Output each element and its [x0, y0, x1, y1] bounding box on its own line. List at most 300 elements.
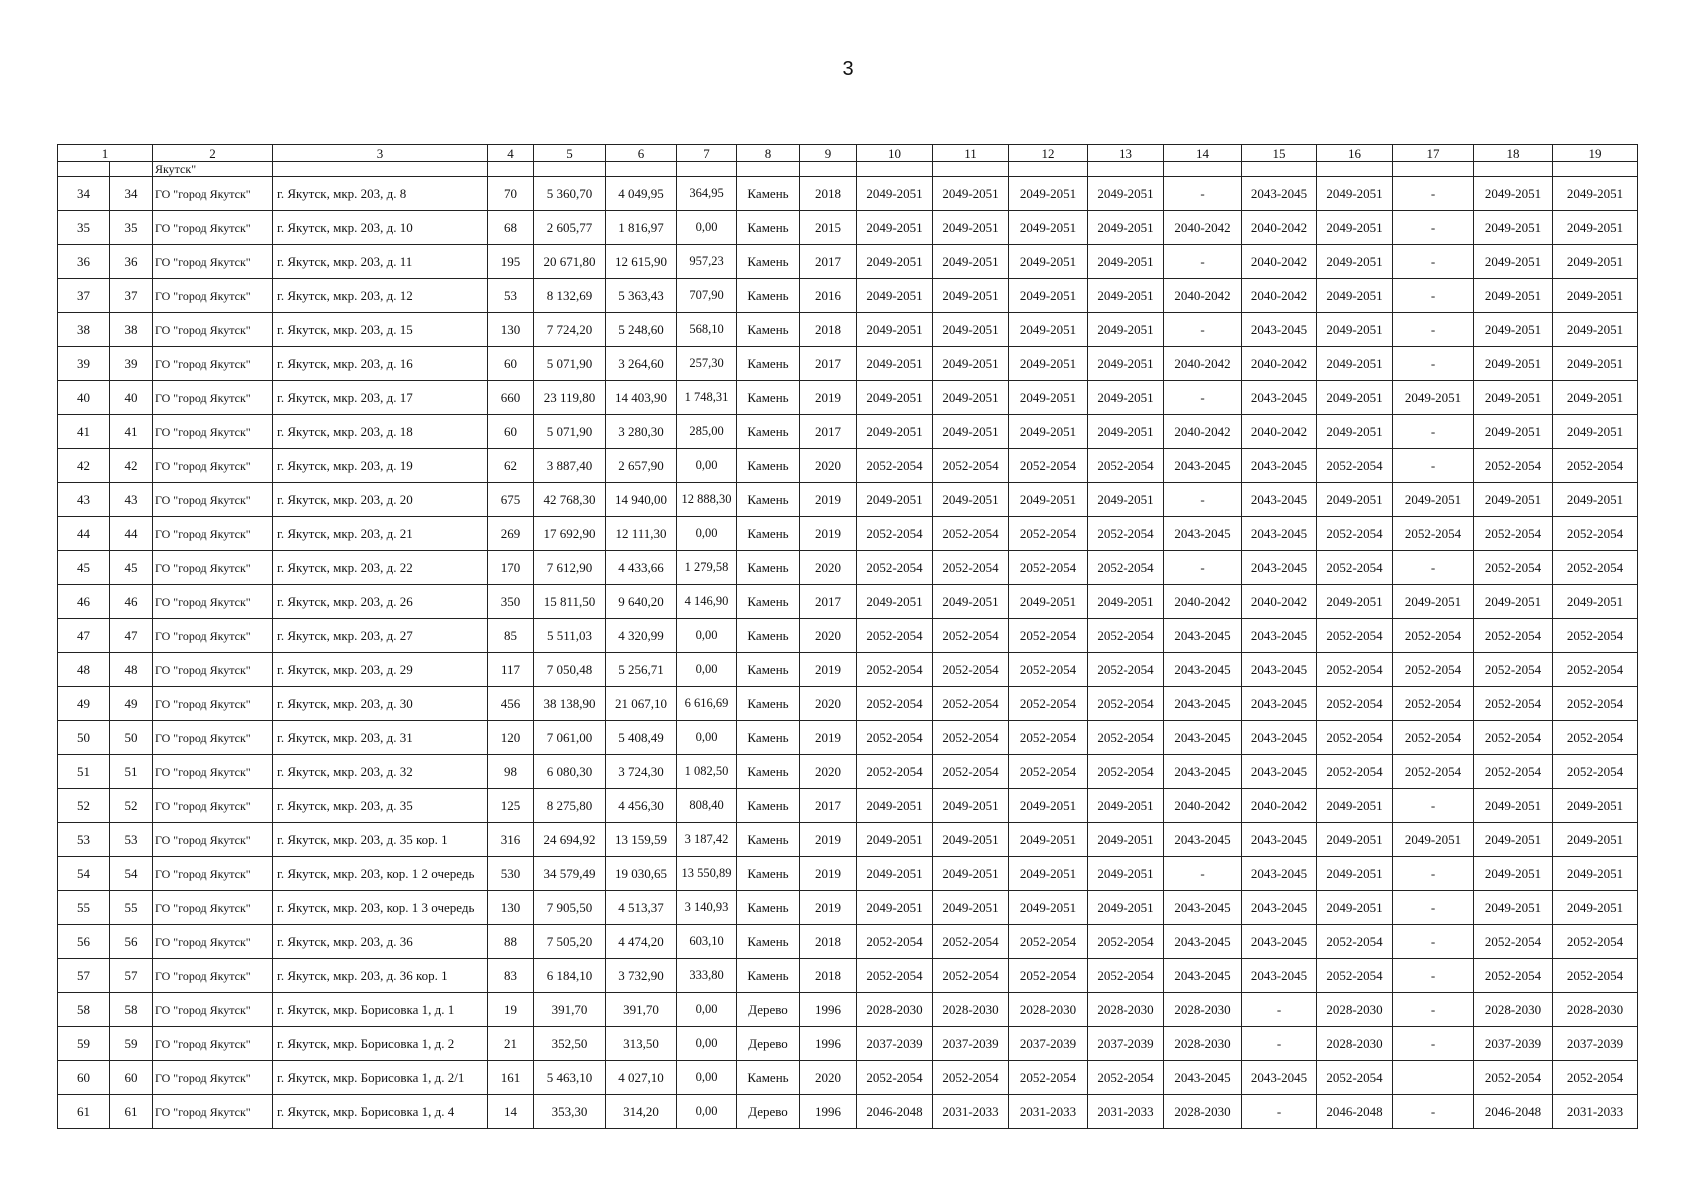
- period-cell: 2031-2033: [1088, 1095, 1164, 1129]
- table-row: [58, 279, 1638, 313]
- residents-cell: 530: [488, 857, 534, 891]
- period-cell: 2043-2045: [1164, 687, 1242, 721]
- residents-cell: 117: [488, 653, 534, 687]
- period-cell: 2049-2051: [933, 211, 1009, 245]
- period-cell: -: [1393, 993, 1474, 1027]
- period-cell: 2052-2054: [857, 653, 933, 687]
- period-cell: 2028-2030: [1088, 993, 1164, 1027]
- period-cell: -: [1164, 551, 1242, 585]
- period-cell: 2028-2030: [933, 993, 1009, 1027]
- period-cell: 2049-2051: [1088, 585, 1164, 619]
- period-cell: 2052-2054: [1088, 619, 1164, 653]
- period-cell: 2052-2054: [1009, 721, 1088, 755]
- wall-material-cell: Дерево: [737, 1095, 800, 1129]
- register-number-cell: 57: [110, 959, 153, 993]
- period-cell: -: [1393, 551, 1474, 585]
- period-cell: 2049-2051: [1317, 823, 1393, 857]
- period-cell: 2052-2054: [1553, 619, 1638, 653]
- total-area-cell: 15 811,50: [534, 585, 606, 619]
- year-cell: 2017: [800, 245, 857, 279]
- period-cell: -: [1242, 1095, 1317, 1129]
- living-area-cell: 3 264,60: [606, 347, 677, 381]
- period-cell: 2049-2051: [1553, 211, 1638, 245]
- year-cell: 2019: [800, 891, 857, 925]
- period-cell: 2049-2051: [857, 857, 933, 891]
- period-cell: -: [1164, 483, 1242, 517]
- period-cell: 2049-2051: [1009, 211, 1088, 245]
- period-cell: 2028-2030: [1317, 1027, 1393, 1061]
- column-header: 3: [273, 145, 488, 162]
- row-number-cell: 56: [58, 925, 110, 959]
- wall-material-cell: Камень: [737, 347, 800, 381]
- address-cell: г. Якутск, мкр. 203, д. 19: [273, 449, 488, 483]
- table-row: [58, 857, 1638, 891]
- period-cell: 2052-2054: [933, 517, 1009, 551]
- period-cell: 2049-2051: [1474, 857, 1553, 891]
- living-area-cell: 313,50: [606, 1027, 677, 1061]
- period-cell: 2052-2054: [1088, 755, 1164, 789]
- municipality-cell: ГО "город Якутск": [153, 653, 273, 687]
- period-cell: 2052-2054: [1474, 619, 1553, 653]
- nonresidential-area-cell: 0,00: [677, 993, 737, 1027]
- row-number-cell: 43: [58, 483, 110, 517]
- nonresidential-area-cell: 364,95: [677, 177, 737, 211]
- period-cell: 2049-2051: [1553, 891, 1638, 925]
- address-cell: г. Якутск, мкр. 203, д. 12: [273, 279, 488, 313]
- period-cell: -: [1164, 313, 1242, 347]
- residents-cell: 161: [488, 1061, 534, 1095]
- address-cell: г. Якутск, мкр. 203, д. 15: [273, 313, 488, 347]
- total-area-cell: 7 724,20: [534, 313, 606, 347]
- period-cell: 2040-2042: [1164, 211, 1242, 245]
- period-cell: 2049-2051: [1317, 789, 1393, 823]
- total-area-cell: 34 579,49: [534, 857, 606, 891]
- address-cell: г. Якутск, мкр. 203, д. 10: [273, 211, 488, 245]
- period-cell: 2049-2051: [1474, 483, 1553, 517]
- period-cell: 2052-2054: [1317, 1061, 1393, 1095]
- residents-cell: 130: [488, 891, 534, 925]
- residents-cell: 68: [488, 211, 534, 245]
- period-cell: 2052-2054: [1553, 551, 1638, 585]
- nonresidential-area-cell: 0,00: [677, 619, 737, 653]
- period-cell: 2049-2051: [1474, 347, 1553, 381]
- municipality-cell: ГО "город Якутск": [153, 1095, 273, 1129]
- total-area-cell: 6 080,30: [534, 755, 606, 789]
- nonresidential-area-cell: 568,10: [677, 313, 737, 347]
- column-header: 1: [58, 145, 153, 162]
- municipality-cell: ГО "город Якутск": [153, 1027, 273, 1061]
- period-cell: -: [1393, 925, 1474, 959]
- total-area-cell: 7 905,50: [534, 891, 606, 925]
- living-area-cell: 4 320,99: [606, 619, 677, 653]
- municipality-cell: ГО "город Якутск": [153, 347, 273, 381]
- period-cell: 2049-2051: [1088, 313, 1164, 347]
- register-number-cell: 44: [110, 517, 153, 551]
- period-cell: 2049-2051: [933, 313, 1009, 347]
- period-cell: 2052-2054: [1317, 551, 1393, 585]
- period-cell: 2052-2054: [1474, 925, 1553, 959]
- period-cell: 2052-2054: [1317, 449, 1393, 483]
- period-cell: 2043-2045: [1242, 721, 1317, 755]
- row-number-cell: 40: [58, 381, 110, 415]
- total-area-cell: 391,70: [534, 993, 606, 1027]
- period-cell: 2043-2045: [1164, 721, 1242, 755]
- row-number-cell: 41: [58, 415, 110, 449]
- municipality-cell: ГО "город Якутск": [153, 517, 273, 551]
- period-cell: 2052-2054: [1009, 517, 1088, 551]
- wall-material-cell: Камень: [737, 245, 800, 279]
- total-area-cell: 353,30: [534, 1095, 606, 1129]
- period-cell: 2052-2054: [857, 925, 933, 959]
- period-cell: 2046-2048: [857, 1095, 933, 1129]
- table-row: [58, 619, 1638, 653]
- period-cell: 2049-2051: [1317, 279, 1393, 313]
- period-cell: 2052-2054: [933, 925, 1009, 959]
- period-cell: 2049-2051: [1317, 211, 1393, 245]
- period-cell: 2043-2045: [1242, 891, 1317, 925]
- municipality-cell: ГО "город Якутск": [153, 279, 273, 313]
- municipality-cell: ГО "город Якутск": [153, 1061, 273, 1095]
- period-cell: 2043-2045: [1242, 755, 1317, 789]
- nonresidential-area-cell: 1 748,31: [677, 381, 737, 415]
- period-cell: 2052-2054: [1474, 517, 1553, 551]
- wall-material-cell: Камень: [737, 449, 800, 483]
- period-cell: 2052-2054: [857, 551, 933, 585]
- nonresidential-area-cell: 0,00: [677, 653, 737, 687]
- municipality-cell: ГО "город Якутск": [153, 959, 273, 993]
- period-cell: 2049-2051: [1317, 381, 1393, 415]
- period-cell: 2052-2054: [1009, 925, 1088, 959]
- period-cell: 2049-2051: [857, 415, 933, 449]
- period-cell: 2052-2054: [1553, 687, 1638, 721]
- table-row: [58, 381, 1638, 415]
- residents-cell: 660: [488, 381, 534, 415]
- nonresidential-area-cell: 707,90: [677, 279, 737, 313]
- period-cell: 2052-2054: [1474, 449, 1553, 483]
- row-number-cell: 37: [58, 279, 110, 313]
- year-cell: 2019: [800, 381, 857, 415]
- period-cell: 2037-2039: [857, 1027, 933, 1061]
- period-cell: 2040-2042: [1242, 211, 1317, 245]
- table-row: [58, 585, 1638, 619]
- living-area-cell: 4 027,10: [606, 1061, 677, 1095]
- period-cell: 2049-2051: [857, 347, 933, 381]
- period-cell: 2052-2054: [933, 755, 1009, 789]
- period-cell: -: [1393, 449, 1474, 483]
- period-cell: 2043-2045: [1164, 925, 1242, 959]
- period-cell: 2052-2054: [1553, 925, 1638, 959]
- period-cell: -: [1393, 177, 1474, 211]
- year-cell: 2018: [800, 925, 857, 959]
- year-cell: 1996: [800, 1095, 857, 1129]
- table-row: [58, 245, 1638, 279]
- living-area-cell: 4 513,37: [606, 891, 677, 925]
- period-cell: 2049-2051: [1088, 823, 1164, 857]
- period-cell: 2052-2054: [1393, 687, 1474, 721]
- row-number-cell: 45: [58, 551, 110, 585]
- nonresidential-area-cell: 257,30: [677, 347, 737, 381]
- period-cell: 2052-2054: [857, 619, 933, 653]
- column-header: 19: [1553, 145, 1638, 162]
- period-cell: -: [1393, 891, 1474, 925]
- period-cell: 2031-2033: [933, 1095, 1009, 1129]
- period-cell: 2049-2051: [1317, 313, 1393, 347]
- total-area-cell: 6 184,10: [534, 959, 606, 993]
- row-number-cell: 47: [58, 619, 110, 653]
- period-cell: -: [1393, 415, 1474, 449]
- year-cell: 2019: [800, 653, 857, 687]
- period-cell: 2049-2051: [933, 279, 1009, 313]
- residents-cell: 195: [488, 245, 534, 279]
- period-cell: 2049-2051: [1474, 891, 1553, 925]
- living-area-cell: 4 049,95: [606, 177, 677, 211]
- municipality-cell: ГО "город Якутск": [153, 993, 273, 1027]
- period-cell: 2052-2054: [857, 721, 933, 755]
- wall-material-cell: Камень: [737, 585, 800, 619]
- table-row: [58, 1027, 1638, 1061]
- period-cell: 2049-2051: [933, 381, 1009, 415]
- wall-material-cell: Камень: [737, 823, 800, 857]
- period-cell: 2049-2051: [1088, 211, 1164, 245]
- wall-material-cell: Камень: [737, 313, 800, 347]
- period-cell: 2052-2054: [1553, 721, 1638, 755]
- residents-cell: 85: [488, 619, 534, 653]
- period-cell: -: [1164, 381, 1242, 415]
- wall-material-cell: Камень: [737, 755, 800, 789]
- period-cell: 2049-2051: [933, 891, 1009, 925]
- row-number-cell: 42: [58, 449, 110, 483]
- address-cell: г. Якутск, мкр. Борисовка 1, д. 4: [273, 1095, 488, 1129]
- period-cell: 2037-2039: [1009, 1027, 1088, 1061]
- year-cell: 2019: [800, 517, 857, 551]
- municipality-cell: ГО "город Якутск": [153, 245, 273, 279]
- address-cell: г. Якутск, мкр. 203, д. 31: [273, 721, 488, 755]
- residents-cell: 83: [488, 959, 534, 993]
- period-cell: -: [1393, 245, 1474, 279]
- period-cell: 2049-2051: [1553, 347, 1638, 381]
- period-cell: 2049-2051: [1009, 585, 1088, 619]
- period-cell: 2049-2051: [1009, 483, 1088, 517]
- year-cell: 2017: [800, 347, 857, 381]
- period-cell: 2046-2048: [1317, 1095, 1393, 1129]
- wall-material-cell: Камень: [737, 1061, 800, 1095]
- period-cell: 2049-2051: [857, 279, 933, 313]
- period-cell: 2049-2051: [933, 415, 1009, 449]
- table-row: [58, 347, 1638, 381]
- table-row: [58, 959, 1638, 993]
- municipality-cell: ГО "город Якутск": [153, 789, 273, 823]
- living-area-cell: 3 280,30: [606, 415, 677, 449]
- period-cell: 2052-2054: [933, 619, 1009, 653]
- nonresidential-area-cell: 12 888,30: [677, 483, 737, 517]
- period-cell: -: [1393, 1027, 1474, 1061]
- address-cell: г. Якутск, мкр. 203, д. 17: [273, 381, 488, 415]
- period-cell: 2049-2051: [1474, 585, 1553, 619]
- period-cell: 2043-2045: [1164, 823, 1242, 857]
- period-cell: 2052-2054: [1553, 449, 1638, 483]
- address-cell: г. Якутск, мкр. 203, д. 36: [273, 925, 488, 959]
- period-cell: 2043-2045: [1242, 619, 1317, 653]
- period-cell: 2028-2030: [857, 993, 933, 1027]
- living-area-cell: 3 724,30: [606, 755, 677, 789]
- residents-cell: 19: [488, 993, 534, 1027]
- period-cell: 2052-2054: [1009, 619, 1088, 653]
- residents-cell: 675: [488, 483, 534, 517]
- register-number-cell: 35: [110, 211, 153, 245]
- period-cell: 2049-2051: [1553, 789, 1638, 823]
- wall-material-cell: Камень: [737, 517, 800, 551]
- period-cell: 2049-2051: [1088, 415, 1164, 449]
- living-area-cell: 2 657,90: [606, 449, 677, 483]
- period-cell: 2052-2054: [933, 449, 1009, 483]
- total-area-cell: 2 605,77: [534, 211, 606, 245]
- period-cell: 2049-2051: [1474, 177, 1553, 211]
- total-area-cell: 3 887,40: [534, 449, 606, 483]
- period-cell: 2043-2045: [1242, 177, 1317, 211]
- living-area-cell: 14 940,00: [606, 483, 677, 517]
- period-cell: 2052-2054: [1088, 551, 1164, 585]
- row-number-cell: 44: [58, 517, 110, 551]
- address-cell: г. Якутск, мкр. 203, д. 32: [273, 755, 488, 789]
- period-cell: -: [1393, 211, 1474, 245]
- address-cell: г. Якутск, мкр. Борисовка 1, д. 2/1: [273, 1061, 488, 1095]
- municipality-cell: ГО "город Якутск": [153, 687, 273, 721]
- column-header: 12: [1009, 145, 1088, 162]
- period-cell: 2052-2054: [1553, 517, 1638, 551]
- period-cell: 2043-2045: [1242, 857, 1317, 891]
- address-cell: г. Якутск, мкр. 203, д. 20: [273, 483, 488, 517]
- period-cell: 2049-2051: [1009, 823, 1088, 857]
- municipality-cell: ГО "город Якутск": [153, 585, 273, 619]
- table-row: [58, 211, 1638, 245]
- residents-cell: 269: [488, 517, 534, 551]
- period-cell: 2052-2054: [1317, 653, 1393, 687]
- period-cell: 2043-2045: [1242, 517, 1317, 551]
- period-cell: 2052-2054: [1317, 959, 1393, 993]
- period-cell: 2043-2045: [1242, 1061, 1317, 1095]
- table-row: [58, 993, 1638, 1027]
- period-cell: 2049-2051: [1009, 279, 1088, 313]
- residents-cell: 125: [488, 789, 534, 823]
- period-cell: 2043-2045: [1242, 313, 1317, 347]
- register-number-cell: 38: [110, 313, 153, 347]
- period-cell: 2052-2054: [1474, 687, 1553, 721]
- municipality-cell: ГО "город Якутск": [153, 449, 273, 483]
- column-header: 13: [1088, 145, 1164, 162]
- period-cell: 2037-2039: [1088, 1027, 1164, 1061]
- row-number-cell: 59: [58, 1027, 110, 1061]
- period-cell: -: [1393, 313, 1474, 347]
- period-cell: 2052-2054: [1088, 925, 1164, 959]
- nonresidential-area-cell: 285,00: [677, 415, 737, 449]
- total-area-cell: 7 050,48: [534, 653, 606, 687]
- period-cell: 2052-2054: [857, 517, 933, 551]
- period-cell: 2043-2045: [1242, 653, 1317, 687]
- column-header: 16: [1317, 145, 1393, 162]
- wall-material-cell: Камень: [737, 959, 800, 993]
- municipality-cell: ГО "город Якутск": [153, 177, 273, 211]
- period-cell: 2040-2042: [1164, 279, 1242, 313]
- living-area-cell: 12 111,30: [606, 517, 677, 551]
- year-cell: 2019: [800, 823, 857, 857]
- table-row: [58, 1095, 1638, 1129]
- period-cell: 2049-2051: [857, 789, 933, 823]
- period-cell: -: [1393, 789, 1474, 823]
- year-cell: 2020: [800, 619, 857, 653]
- nonresidential-area-cell: 957,23: [677, 245, 737, 279]
- period-cell: 2049-2051: [933, 585, 1009, 619]
- wall-material-cell: Камень: [737, 211, 800, 245]
- period-cell: 2049-2051: [1393, 381, 1474, 415]
- period-cell: 2049-2051: [857, 211, 933, 245]
- period-cell: 2052-2054: [1553, 755, 1638, 789]
- period-cell: 2028-2030: [1009, 993, 1088, 1027]
- period-cell: 2043-2045: [1164, 1061, 1242, 1095]
- wall-material-cell: Камень: [737, 619, 800, 653]
- year-cell: 2020: [800, 1061, 857, 1095]
- municipality-cell: ГО "город Якутск": [153, 313, 273, 347]
- period-cell: 2049-2051: [1009, 245, 1088, 279]
- period-cell: 2049-2051: [1009, 891, 1088, 925]
- column-header: 15: [1242, 145, 1317, 162]
- total-area-cell: 5 071,90: [534, 415, 606, 449]
- period-cell: 2049-2051: [933, 789, 1009, 823]
- wall-material-cell: Камень: [737, 415, 800, 449]
- period-cell: 2052-2054: [857, 1061, 933, 1095]
- register-number-cell: 58: [110, 993, 153, 1027]
- period-cell: 2043-2045: [1242, 483, 1317, 517]
- period-cell: 2043-2045: [1242, 687, 1317, 721]
- period-cell: 2052-2054: [1553, 959, 1638, 993]
- living-area-cell: 4 474,20: [606, 925, 677, 959]
- column-number-header-row: [58, 145, 1638, 162]
- living-area-cell: 14 403,90: [606, 381, 677, 415]
- period-cell: 2043-2045: [1164, 449, 1242, 483]
- column-header: 8: [737, 145, 800, 162]
- residents-cell: 60: [488, 347, 534, 381]
- period-cell: 2049-2051: [1553, 823, 1638, 857]
- living-area-cell: 4 456,30: [606, 789, 677, 823]
- living-area-cell: 9 640,20: [606, 585, 677, 619]
- total-area-cell: 7 061,00: [534, 721, 606, 755]
- register-number-cell: 46: [110, 585, 153, 619]
- period-cell: 2040-2042: [1242, 789, 1317, 823]
- register-number-cell: 56: [110, 925, 153, 959]
- address-cell: г. Якутск, мкр. 203, д. 11: [273, 245, 488, 279]
- period-cell: 2049-2051: [1553, 857, 1638, 891]
- period-cell: 2049-2051: [1474, 245, 1553, 279]
- address-cell: г. Якутск, мкр. 203, д. 8: [273, 177, 488, 211]
- table-row: [58, 925, 1638, 959]
- table-row: [58, 483, 1638, 517]
- table-row: [58, 313, 1638, 347]
- period-cell: 2046-2048: [1474, 1095, 1553, 1129]
- address-cell: г. Якутск, мкр. Борисовка 1, д. 2: [273, 1027, 488, 1061]
- residents-cell: 70: [488, 177, 534, 211]
- address-cell: г. Якутск, мкр. 203, д. 27: [273, 619, 488, 653]
- period-cell: 2028-2030: [1317, 993, 1393, 1027]
- column-header: 5: [534, 145, 606, 162]
- year-cell: 1996: [800, 993, 857, 1027]
- period-cell: 2028-2030: [1553, 993, 1638, 1027]
- year-cell: 1996: [800, 1027, 857, 1061]
- residents-cell: 170: [488, 551, 534, 585]
- continuation-row: [58, 162, 1638, 177]
- period-cell: 2043-2045: [1164, 755, 1242, 789]
- period-cell: 2043-2045: [1164, 959, 1242, 993]
- living-area-cell: 12 615,90: [606, 245, 677, 279]
- nonresidential-area-cell: 333,80: [677, 959, 737, 993]
